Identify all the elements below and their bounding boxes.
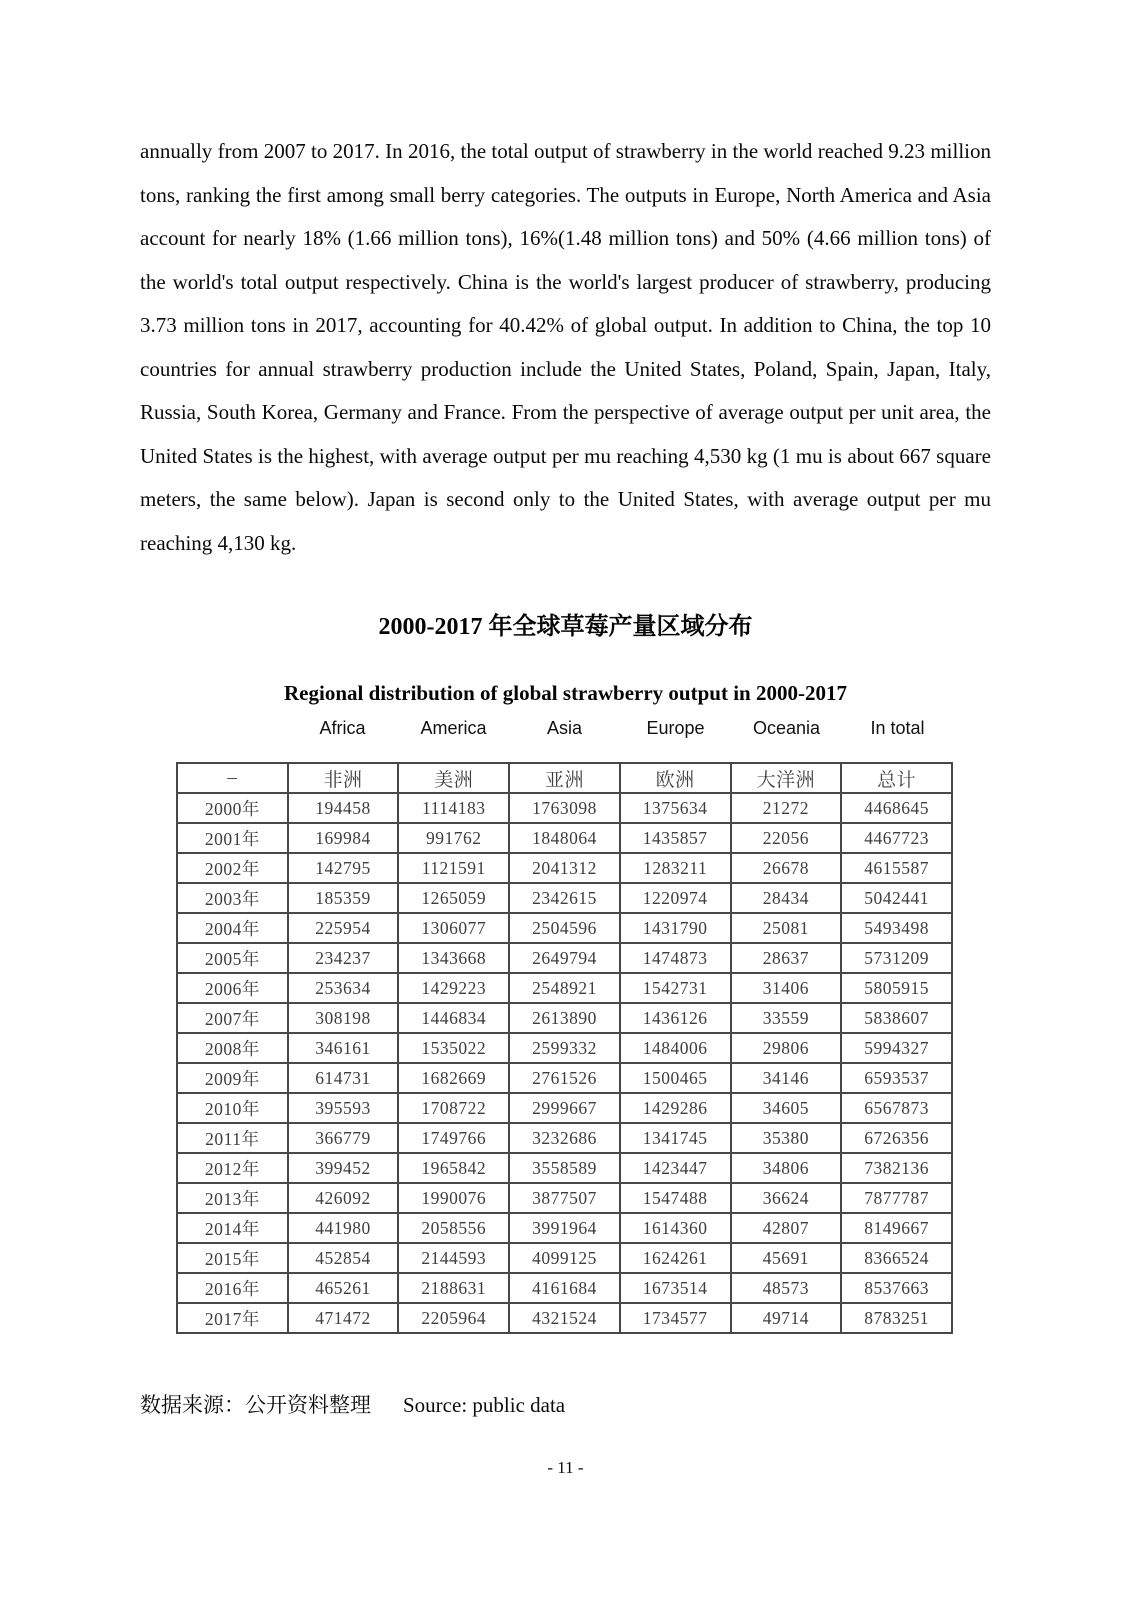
table-row: [177, 943, 952, 973]
value-cell: 8366524: [841, 1243, 952, 1273]
value-cell: 1484006: [620, 1033, 731, 1063]
table-header-cell: 总计: [841, 763, 952, 793]
value-cell: 34605: [731, 1093, 842, 1123]
data-source-en: Source: public data: [403, 1393, 566, 1417]
value-cell: 1990076: [398, 1183, 509, 1213]
value-cell: 346161: [288, 1033, 399, 1063]
value-cell: 366779: [288, 1123, 399, 1153]
table-header-cell: 美洲: [398, 763, 509, 793]
value-cell: 6567873: [841, 1093, 952, 1123]
table-row: [177, 1123, 952, 1153]
value-cell: 308198: [288, 1003, 399, 1033]
value-cell: 45691: [731, 1243, 842, 1273]
table-row: [177, 883, 952, 913]
year-cell: 2013年: [177, 1183, 288, 1213]
value-cell: 31406: [731, 973, 842, 1003]
table-header-cell: 欧洲: [620, 763, 731, 793]
page-number: - 11 -: [547, 1458, 584, 1477]
value-cell: 1431790: [620, 913, 731, 943]
value-cell: 3991964: [509, 1213, 620, 1243]
value-cell: 26678: [731, 853, 842, 883]
value-cell: 1283211: [620, 853, 731, 883]
column-label-america: America: [420, 718, 487, 738]
value-cell: 471472: [288, 1303, 399, 1333]
value-cell: 1848064: [509, 823, 620, 853]
value-cell: 1682669: [398, 1063, 509, 1093]
body-paragraph: annually from 2007 to 2017. In 2016, the total output of strawberry in the world reached 9.23 million tons, ranking the first among small berry categories. The outputs in Europe, North America and Asia account for nearly 18% (1.66 million tons), 16%(1.48 million tons) and 50% (4.66 million tons) of the world's total output respectively. China is the world's largest producer of strawberry, producing 3.73 million tons in 2017, accounting for 40.42% of global output. In addition to China, the top 10 countries for annual strawberry production include the United States, Poland, Spain, Japan, Italy, Russia, South Korea, Germany and France. From the perspective of average output per unit area, the United States is the highest, with average output per mu reaching 4,530 kg (1 mu is about 667 square meters, the same below). Japan is second only to the United States, with average output per mu reaching 4,130 kg.: [140, 139, 991, 555]
value-cell: 21272: [731, 793, 842, 823]
value-cell: 1547488: [620, 1183, 731, 1213]
data-source-zh: 数据来源：公开资料整理: [140, 1393, 371, 1417]
value-cell: 1220974: [620, 883, 731, 913]
year-cell: 2000年: [177, 793, 288, 823]
value-cell: 8149667: [841, 1213, 952, 1243]
value-cell: 3232686: [509, 1123, 620, 1153]
value-cell: 34806: [731, 1153, 842, 1183]
value-cell: 2144593: [398, 1243, 509, 1273]
value-cell: 48573: [731, 1273, 842, 1303]
table-row: [177, 913, 952, 943]
value-cell: 452854: [288, 1243, 399, 1273]
value-cell: 28434: [731, 883, 842, 913]
value-cell: 395593: [288, 1093, 399, 1123]
table-row: [177, 1243, 952, 1273]
value-cell: 142795: [288, 853, 399, 883]
value-cell: 4467723: [841, 823, 952, 853]
year-cell: 2007年: [177, 1003, 288, 1033]
value-cell: 1614360: [620, 1213, 731, 1243]
year-cell: 2004年: [177, 913, 288, 943]
year-cell: 2010年: [177, 1093, 288, 1123]
value-cell: 1734577: [620, 1303, 731, 1333]
english-table-title: Regional distribution of global strawberry output in 2000-2017: [284, 681, 847, 705]
value-cell: 185359: [288, 883, 399, 913]
value-cell: 426092: [288, 1183, 399, 1213]
value-cell: 1708722: [398, 1093, 509, 1123]
year-cell: 2009年: [177, 1063, 288, 1093]
value-cell: 1429286: [620, 1093, 731, 1123]
value-cell: 42807: [731, 1213, 842, 1243]
table-english-column-labels: [176, 718, 953, 739]
value-cell: 5731209: [841, 943, 952, 973]
value-cell: 36624: [731, 1183, 842, 1213]
table-row: [177, 1303, 952, 1333]
year-cell: 2001年: [177, 823, 288, 853]
value-cell: 4099125: [509, 1243, 620, 1273]
value-cell: 6593537: [841, 1063, 952, 1093]
value-cell: 4615587: [841, 853, 952, 883]
value-cell: 4321524: [509, 1303, 620, 1333]
year-cell: 2008年: [177, 1033, 288, 1063]
value-cell: 2599332: [509, 1033, 620, 1063]
table-row: [177, 853, 952, 883]
value-cell: 991762: [398, 823, 509, 853]
value-cell: 1749766: [398, 1123, 509, 1153]
value-cell: 49714: [731, 1303, 842, 1333]
table-row: [177, 973, 952, 1003]
year-cell: 2015年: [177, 1243, 288, 1273]
table-row: [177, 1003, 952, 1033]
value-cell: 2205964: [398, 1303, 509, 1333]
value-cell: 33559: [731, 1003, 842, 1033]
value-cell: 5042441: [841, 883, 952, 913]
year-cell: 2012年: [177, 1153, 288, 1183]
value-cell: 5493498: [841, 913, 952, 943]
value-cell: 6726356: [841, 1123, 952, 1153]
value-cell: 1306077: [398, 913, 509, 943]
table-row: [177, 1213, 952, 1243]
table-row: [177, 1153, 952, 1183]
value-cell: 2649794: [509, 943, 620, 973]
value-cell: 1542731: [620, 973, 731, 1003]
year-cell: 2014年: [177, 1213, 288, 1243]
value-cell: 2613890: [509, 1003, 620, 1033]
value-cell: 1114183: [398, 793, 509, 823]
value-cell: 1429223: [398, 973, 509, 1003]
value-cell: 1436126: [620, 1003, 731, 1033]
value-cell: 2999667: [509, 1093, 620, 1123]
value-cell: 1763098: [509, 793, 620, 823]
value-cell: 5805915: [841, 973, 952, 1003]
value-cell: 1673514: [620, 1273, 731, 1303]
value-cell: 8783251: [841, 1303, 952, 1333]
value-cell: 4161684: [509, 1273, 620, 1303]
year-cell: 2011年: [177, 1123, 288, 1153]
value-cell: 614731: [288, 1063, 399, 1093]
value-cell: 1121591: [398, 853, 509, 883]
value-cell: 1341745: [620, 1123, 731, 1153]
value-cell: 5838607: [841, 1003, 952, 1033]
value-cell: 2041312: [509, 853, 620, 883]
value-cell: 1474873: [620, 943, 731, 973]
value-cell: 1624261: [620, 1243, 731, 1273]
value-cell: 1375634: [620, 793, 731, 823]
table-row: [177, 1033, 952, 1063]
value-cell: 194458: [288, 793, 399, 823]
value-cell: 5994327: [841, 1033, 952, 1063]
strawberry-output-table: [176, 762, 953, 1334]
year-cell: 2003年: [177, 883, 288, 913]
year-cell: 2002年: [177, 853, 288, 883]
value-cell: 29806: [731, 1033, 842, 1063]
value-cell: 28637: [731, 943, 842, 973]
value-cell: 253634: [288, 973, 399, 1003]
value-cell: 2058556: [398, 1213, 509, 1243]
table-header-row: [177, 763, 952, 793]
value-cell: 2504596: [509, 913, 620, 943]
value-cell: 1265059: [398, 883, 509, 913]
value-cell: 2761526: [509, 1063, 620, 1093]
value-cell: 3877507: [509, 1183, 620, 1213]
table-header-cell: 大洋洲: [731, 763, 842, 793]
value-cell: 25081: [731, 913, 842, 943]
value-cell: 225954: [288, 913, 399, 943]
value-cell: 7382136: [841, 1153, 952, 1183]
year-cell: 2005年: [177, 943, 288, 973]
value-cell: 1343668: [398, 943, 509, 973]
table-header-cell: –: [177, 763, 288, 793]
table-header-cell: 非洲: [288, 763, 399, 793]
chinese-table-title: 2000-2017 年全球草莓产量区域分布: [378, 614, 753, 640]
value-cell: 1500465: [620, 1063, 731, 1093]
column-label-empty: [176, 718, 287, 739]
column-label-asia: Asia: [546, 718, 582, 738]
value-cell: 1446834: [398, 1003, 509, 1033]
value-cell: 8537663: [841, 1273, 952, 1303]
table-row: [177, 823, 952, 853]
value-cell: 441980: [288, 1213, 399, 1243]
value-cell: 465261: [288, 1273, 399, 1303]
value-cell: 399452: [288, 1153, 399, 1183]
value-cell: 2342615: [509, 883, 620, 913]
table-row: [177, 1273, 952, 1303]
data-source-line: [140, 1389, 565, 1419]
value-cell: 1535022: [398, 1033, 509, 1063]
value-cell: 1435857: [620, 823, 731, 853]
value-cell: 35380: [731, 1123, 842, 1153]
value-cell: 7877787: [841, 1183, 952, 1213]
year-cell: 2006年: [177, 973, 288, 1003]
value-cell: 1423447: [620, 1153, 731, 1183]
value-cell: 234237: [288, 943, 399, 973]
value-cell: 2548921: [509, 973, 620, 1003]
value-cell: 3558589: [509, 1153, 620, 1183]
table-row: [177, 793, 952, 823]
value-cell: 169984: [288, 823, 399, 853]
year-cell: 2016年: [177, 1273, 288, 1303]
value-cell: 2188631: [398, 1273, 509, 1303]
column-label-africa: Africa: [319, 718, 366, 738]
table-row: [177, 1063, 952, 1093]
value-cell: 1965842: [398, 1153, 509, 1183]
table-row: [177, 1183, 952, 1213]
column-label-in-total: In total: [870, 718, 925, 738]
table-header-cell: 亚洲: [509, 763, 620, 793]
year-cell: 2017年: [177, 1303, 288, 1333]
column-label-oceania: Oceania: [752, 718, 821, 738]
table-row: [177, 1093, 952, 1123]
value-cell: 4468645: [841, 793, 952, 823]
value-cell: 22056: [731, 823, 842, 853]
column-label-europe: Europe: [646, 718, 705, 738]
value-cell: 34146: [731, 1063, 842, 1093]
